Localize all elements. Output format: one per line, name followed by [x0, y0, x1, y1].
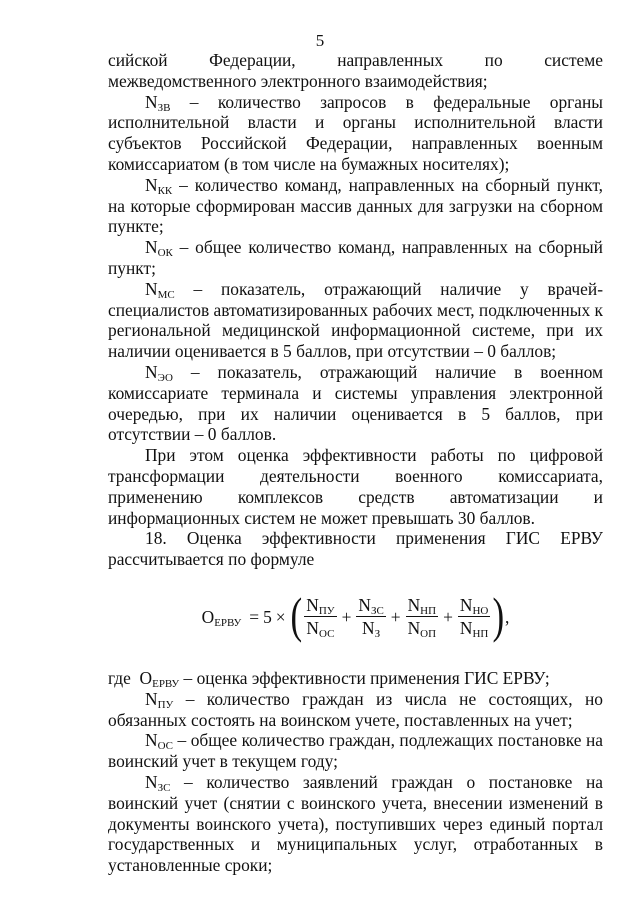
- numerator-symbol: N: [459, 595, 473, 616]
- fraction-denominator: [360, 617, 382, 641]
- symbol-subscript: ЗВ: [157, 101, 171, 114]
- page-number: 5: [315, 31, 325, 50]
- denominator-symbol: N: [407, 618, 421, 639]
- formula-coefficient: 5: [263, 606, 272, 627]
- definition-n-eo: [108, 362, 603, 445]
- fraction-4: [458, 595, 490, 641]
- paragraph-item-18: 18. Оценка эффективности применения ГИС ЕРВУ рассчитывается по формуле: [108, 528, 603, 570]
- fraction-numerator: [458, 595, 490, 617]
- document-body: [108, 50, 603, 876]
- symbol-subscript: ОК: [157, 247, 173, 260]
- definition-text: – оценка эффективности применения ГИС ЕРВУ;: [179, 667, 550, 688]
- numerator-symbol: N: [358, 595, 371, 616]
- symbol: N: [145, 174, 158, 195]
- symbol: N: [145, 730, 158, 751]
- definition-text: – количество запросов в федеральные органы исполнительной власти и органы исполнительной власти субъектов Российской Федерации, направленных военным комиссариатом (в том числе на бумажных носителях);: [108, 91, 603, 174]
- formula-subscript: ЕРВУ: [214, 616, 242, 629]
- symbol: N: [145, 771, 158, 792]
- symbol: N: [145, 688, 158, 709]
- symbol-subscript: КК: [157, 184, 173, 197]
- symbol-subscript: ЗС: [157, 781, 171, 794]
- denominator-subscript: НП: [472, 628, 489, 641]
- formula-plus: +: [341, 606, 352, 627]
- paragraph-score-limit: При этом оценка эффективности работы по цифровой трансформации деятельности военного комиссариата, применению комплексов средств автоматизации и информационных систем не может превышать 30 баллов.: [108, 445, 603, 528]
- formula-symbol: О: [201, 606, 215, 627]
- denominator-subscript: ОП: [420, 628, 437, 641]
- definition-text: – общее количество команд, направленных на сборный пункт;: [108, 237, 603, 278]
- definition-n-kk: [108, 175, 603, 237]
- numerator-subscript: ПУ: [318, 605, 335, 618]
- fraction-numerator: [304, 595, 336, 617]
- fraction-2: [356, 595, 385, 641]
- definition-n-zs: [108, 772, 603, 876]
- symbol-subscript: ОС: [157, 740, 173, 753]
- denominator-subscript: З: [374, 628, 381, 641]
- denominator-symbol: N: [362, 618, 375, 639]
- definition-text: – количество граждан из числа не состоящих, но обязанных состоять на воинском учете, поставленных на учет;: [108, 688, 603, 730]
- definition-n-ok: [108, 237, 603, 279]
- symbol: N: [145, 237, 158, 258]
- formula-close-paren: ): [492, 586, 505, 643]
- symbol: N: [145, 361, 158, 382]
- fraction-denominator: [458, 617, 490, 641]
- formula-equals: =: [249, 606, 260, 627]
- formula-open-paren: (: [290, 586, 302, 643]
- denominator-subscript: ОС: [318, 628, 335, 641]
- where-prefix: где: [108, 667, 140, 688]
- formula-trailing-comma: ,: [504, 606, 510, 627]
- formula-times: ×: [275, 606, 286, 627]
- symbol-subscript: ЭО: [157, 371, 173, 384]
- formula-o-ervu: [108, 584, 603, 650]
- symbol: N: [145, 91, 158, 112]
- definition-text: – количество заявлений граждан о постановке на воинский учет (снятии с воинского учета, внесении изменений в документы воинского учета), поступивших через единый портал государственных и муниципальных услуг, отработанных в установленные сроки;: [108, 771, 603, 876]
- definition-text: – общее количество граждан, подлежащих постановке на воинский учет в текущем году;: [108, 730, 603, 772]
- symbol-subscript: ПУ: [157, 698, 174, 711]
- paragraph-continuation: сийской Федерации, направленных по системе межведомственного электронного взаимодействия;: [108, 50, 603, 91]
- definition-n-ms: [108, 279, 603, 362]
- symbol-subscript: ЕРВУ: [152, 677, 180, 690]
- definition-n-zv: [108, 92, 603, 175]
- fraction-3: [406, 595, 438, 641]
- denominator-symbol: N: [306, 618, 319, 639]
- definition-text: – количество команд, направленных на сборный пункт, на которые сформирован массив данных для загрузки на сборном пункте;: [108, 174, 603, 237]
- definition-n-pu: [108, 689, 603, 731]
- fraction-denominator: [406, 617, 438, 641]
- definition-n-os: [108, 730, 603, 772]
- definition-o-ervu: [108, 668, 603, 689]
- formula-lhs: [202, 607, 242, 628]
- formula-plus: +: [390, 606, 401, 627]
- fraction-numerator: [356, 595, 385, 617]
- symbol: О: [139, 667, 153, 688]
- formula-plus: +: [443, 606, 453, 627]
- symbol-subscript: МС: [157, 288, 175, 301]
- definition-text: – показатель, отражающий наличие в военном комиссариате терминала и системы управления электронной очередью, при их наличии оценивается в 5 баллов, при отсутствии – 0 баллов.: [108, 361, 603, 445]
- numerator-symbol: N: [407, 595, 421, 616]
- denominator-symbol: N: [459, 618, 473, 639]
- definition-text: – показатель, отражающий наличие у врачей-специалистов автоматизированных рабочих мест, подключенных к региональной медицинской информационной системе, при их наличии оценивается в 5 баллов, при отсутствии – 0 баллов;: [108, 278, 603, 362]
- numerator-subscript: НО: [472, 605, 489, 618]
- numerator-subscript: НП: [420, 605, 437, 618]
- fraction-1: [304, 595, 336, 641]
- fraction-denominator: [304, 617, 336, 641]
- fraction-numerator: [406, 595, 438, 617]
- numerator-symbol: N: [306, 595, 319, 616]
- symbol: N: [145, 278, 158, 299]
- numerator-subscript: ЗС: [370, 605, 384, 618]
